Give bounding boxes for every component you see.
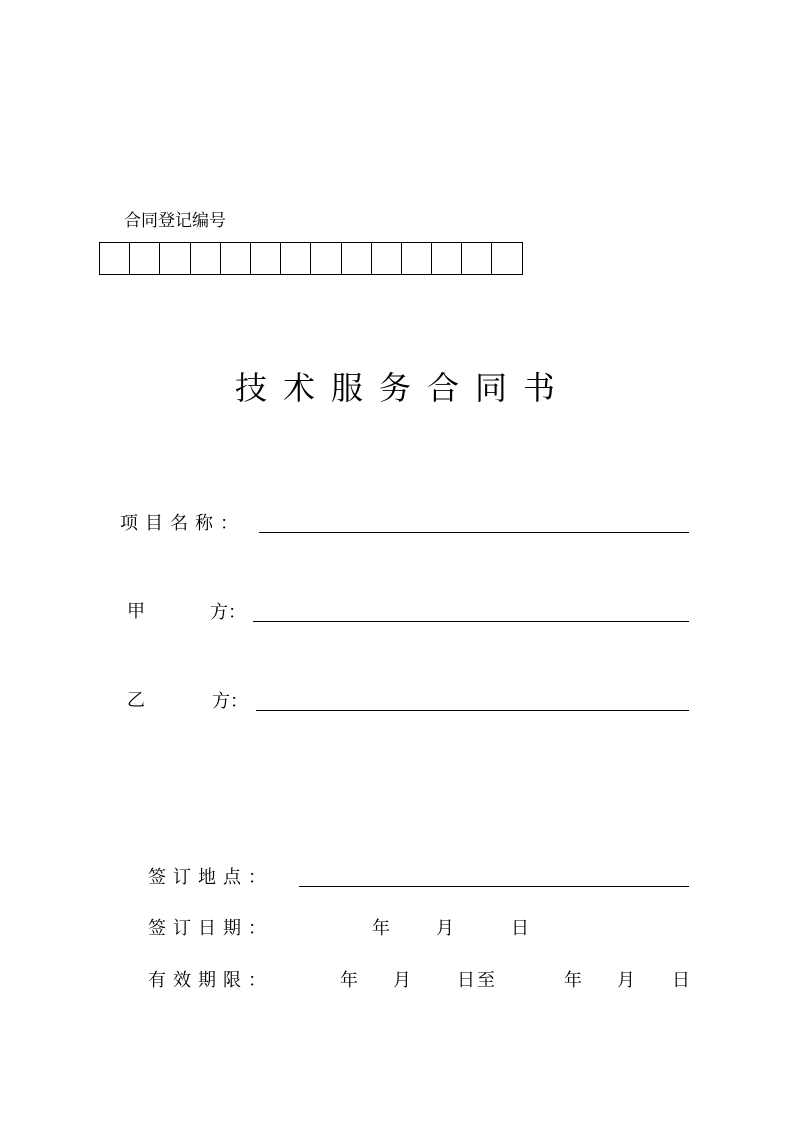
registration-number-box[interactable] <box>311 243 341 274</box>
validity-end-year: 年 <box>564 970 582 991</box>
registration-number-box[interactable] <box>191 243 221 274</box>
signing-place-label: 签订地点： <box>148 867 273 888</box>
contract-registration-number-boxes[interactable] <box>99 242 523 275</box>
registration-number-box[interactable] <box>221 243 251 274</box>
validity-end-day: 日 <box>672 970 690 991</box>
signing-place-blank[interactable] <box>299 886 689 887</box>
validity-start-day: 日 <box>457 970 475 991</box>
validity-start-year: 年 <box>340 970 358 991</box>
registration-number-box[interactable] <box>251 243 281 274</box>
party-a-label-suffix: 方： <box>210 602 246 623</box>
validity-start-month: 月 <box>393 970 411 991</box>
party-b-blank[interactable] <box>256 710 689 711</box>
project-name-blank[interactable] <box>259 532 689 533</box>
registration-number-box[interactable] <box>372 243 402 274</box>
signing-date-year: 年 <box>372 918 390 939</box>
registration-number-box[interactable] <box>492 243 522 274</box>
signing-date-day: 日 <box>511 918 529 939</box>
party-b-label-char: 乙 <box>127 690 145 711</box>
registration-number-box[interactable] <box>100 243 130 274</box>
registration-number-box[interactable] <box>160 243 190 274</box>
project-name-label: 项目名称： <box>120 513 245 534</box>
document-title: 技术服务合同书 <box>234 369 571 407</box>
registration-number-box[interactable] <box>432 243 462 274</box>
validity-to: 至 <box>477 970 495 991</box>
signing-date-month: 月 <box>436 918 454 939</box>
registration-number-box[interactable] <box>402 243 432 274</box>
registration-number-box[interactable] <box>342 243 372 274</box>
signing-date-label: 签订日期： <box>148 918 273 939</box>
validity-end-month: 月 <box>617 970 635 991</box>
registration-number-box[interactable] <box>281 243 311 274</box>
party-a-label-char: 甲 <box>127 601 145 622</box>
registration-number-box[interactable] <box>130 243 160 274</box>
contract-registration-label: 合同登记编号 <box>124 211 226 231</box>
party-b-label-suffix: 方： <box>212 691 248 712</box>
registration-number-box[interactable] <box>462 243 492 274</box>
party-a-blank[interactable] <box>253 621 689 622</box>
validity-period-label: 有效期限： <box>148 970 273 991</box>
